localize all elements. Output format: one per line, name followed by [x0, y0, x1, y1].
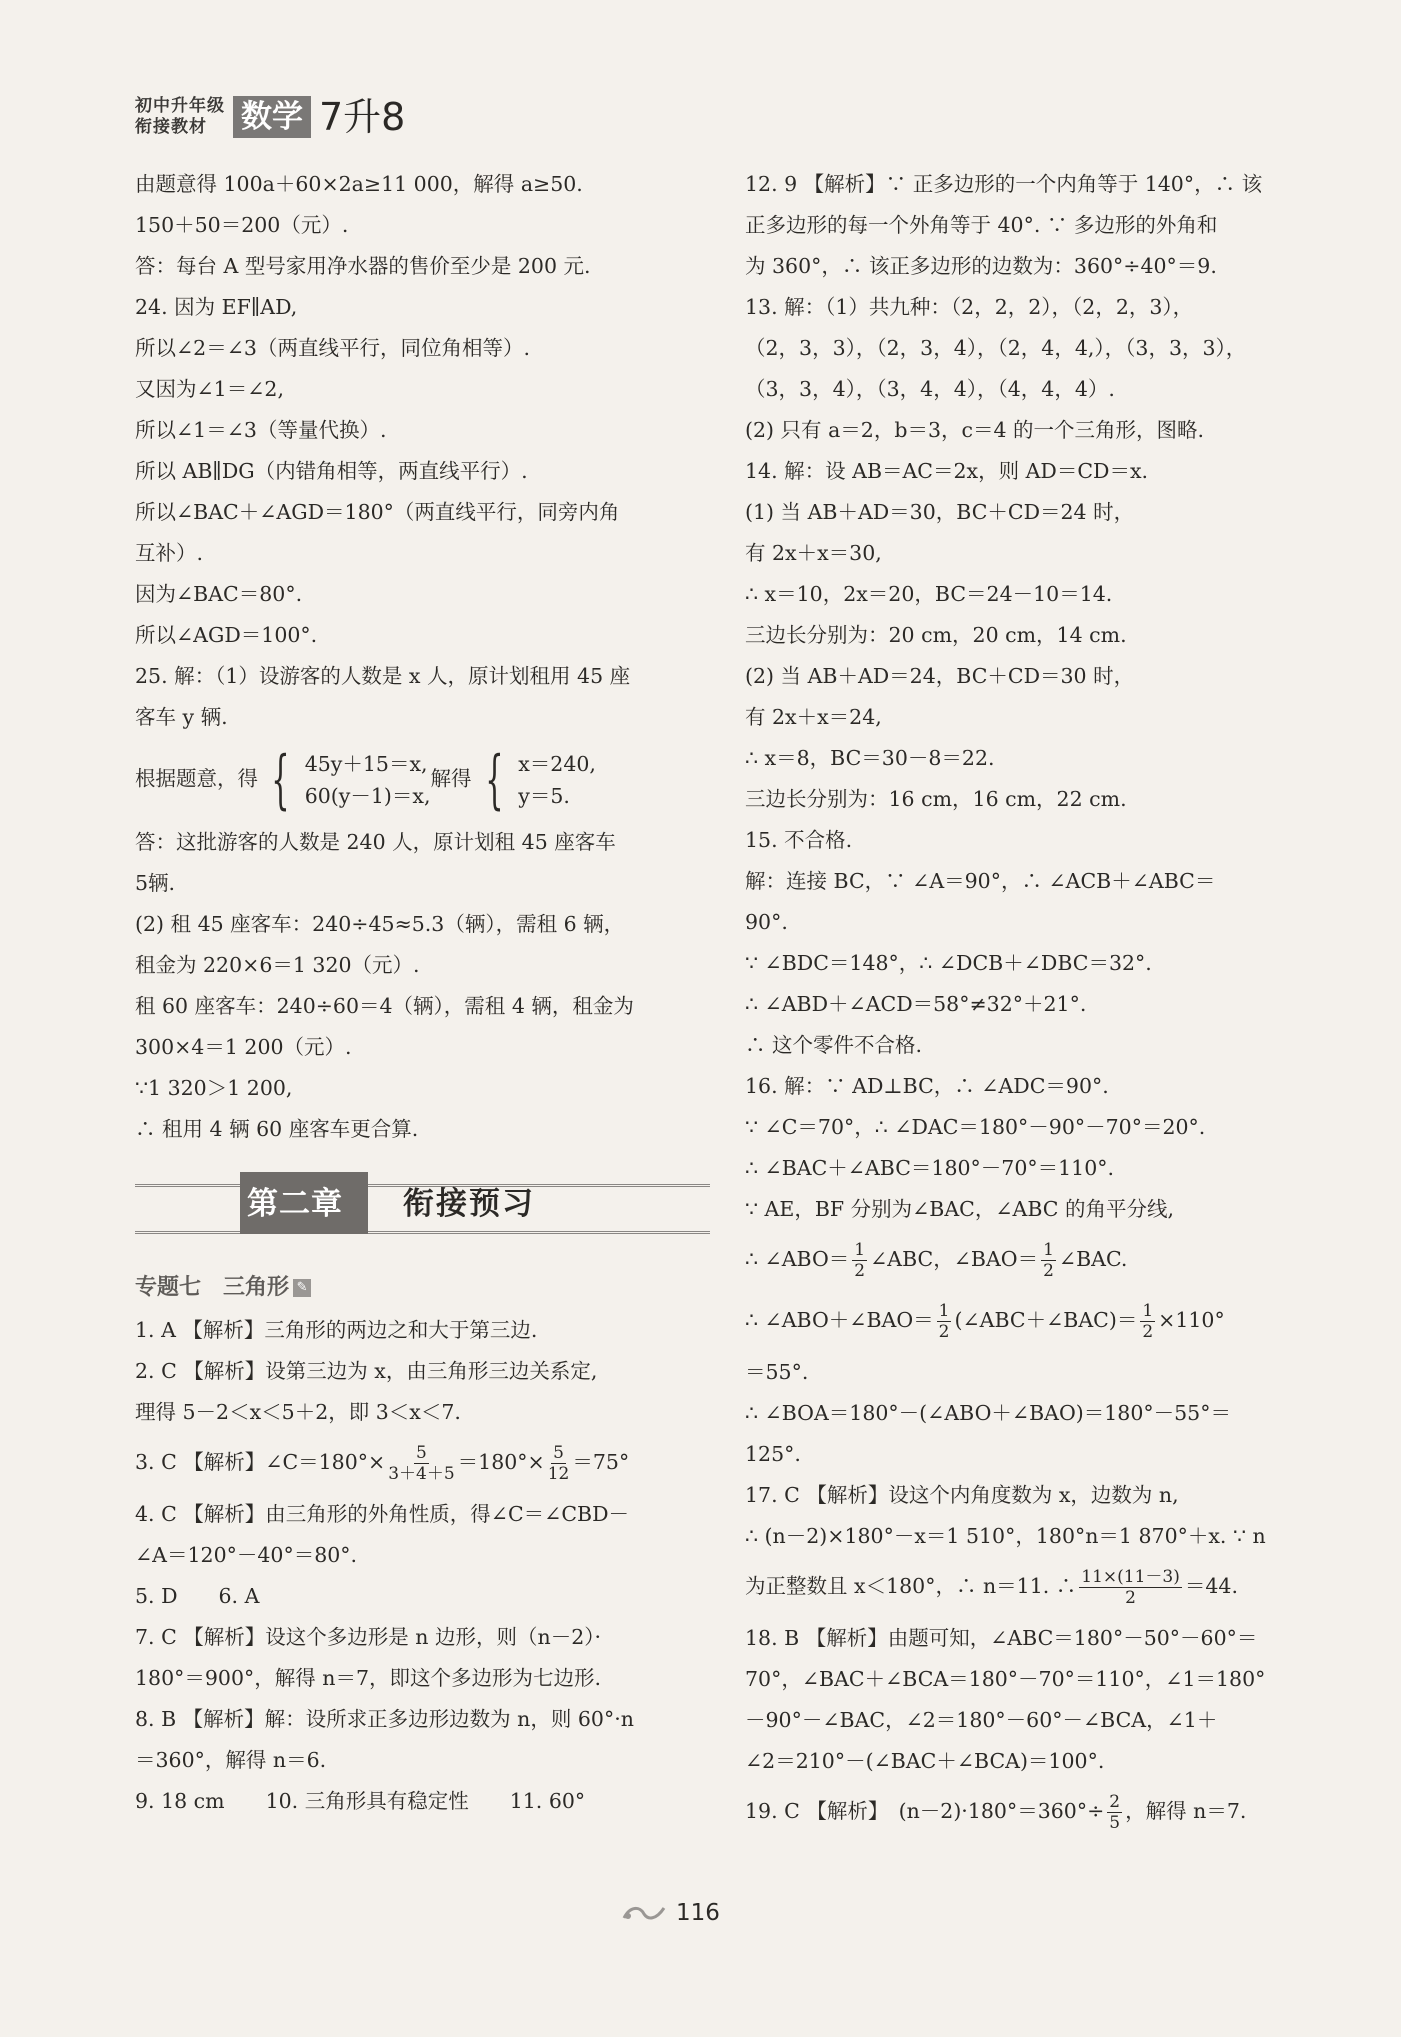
answer-line-19: 19. C 【解析】 (n－2)·180°＝360°÷ $\frac{2}{5}$ ，解得 n＝7. [745, 1792, 1247, 1833]
answer-line: (2) 当 AB＋AD＝24，BC＋CD＝30 时， [745, 664, 1135, 688]
answer-line: 13. 解：（1）共九种：（2，2，2），（2，2，3）， [745, 295, 1194, 319]
series-line2: 衔接教材 [135, 117, 207, 137]
answer-line: 180°＝900°，解得 n＝7，即这个多边形为七边形. [135, 1666, 602, 1690]
answer-line: （3，3，4），（3，4，4），（4，4，4）. [745, 377, 1115, 401]
system-mid: 解得 [430, 766, 472, 791]
chapter-label: 第二章 [247, 1186, 343, 1222]
equation-system: { 45y＋15＝x, 60(y－1)＝x, [271, 743, 431, 817]
answer-line: 又因为∠1＝∠2, [135, 377, 284, 401]
answer-line: 18. B 【解析】由题可知，∠ABC＝180°－50°－60°＝ [745, 1626, 1258, 1650]
answer-line: 三边长分别为：20 cm，20 cm，14 cm. [745, 623, 1127, 647]
swirl-icon [620, 1902, 668, 1924]
answer-line: 8. B 【解析】解：设所求正多边形边数为 n，则 60°·n [135, 1707, 634, 1731]
answer-line: 所以∠BAC＋∠AGD＝180°（两直线平行，同旁内角 [135, 500, 620, 524]
answer-line: 125°. [745, 1442, 801, 1466]
equation-2: 60(y－1)＝x, [304, 784, 431, 808]
fraction: $\frac{11\times(11-3)}{2}$ [1081, 1567, 1180, 1608]
solution-1: x＝240, [518, 752, 596, 776]
answer-line: 300×4＝1 200（元）. [135, 1035, 352, 1059]
answer-line: 12. 9 【解析】∵ 正多边形的一个内角等于 140°，∴ 该 [745, 172, 1263, 196]
answer-line: 正多边形的每一个外角等于 40°. ∵ 多边形的外角和 [745, 213, 1218, 237]
answer-line: ∴ ∠BAC＋∠ABC＝180°－70°＝110°. [745, 1156, 1115, 1180]
answer-line: （2，3，3），（2，3，4），（2，4，4,），（3，3，3）， [745, 336, 1247, 360]
answer-line: 解：连接 BC，∵ ∠A＝90°，∴ ∠ACB＋∠ABC＝ [745, 869, 1216, 893]
answer-line: ∠A＝120°－40°＝80°. [135, 1543, 358, 1567]
answer-line: 90°. [745, 910, 788, 934]
answer-line: 5辆. [135, 871, 176, 895]
answer-line: 租 60 座客车：240÷60＝4（辆），需租 4 辆，租金为 [135, 994, 634, 1018]
answer-line-17-result: 为正整数且 x＜180°，∴ n＝11. ∴ $\frac{11\times(11-3)}{2}$ ＝44. [745, 1567, 1238, 1608]
answer-line: 有 2x＋x＝30, [745, 541, 882, 565]
answer-line: 24. 因为 EF∥AD, [135, 295, 298, 319]
answer-line: ∵1 320＞1 200, [135, 1076, 293, 1100]
solution-2: y＝5. [518, 784, 570, 808]
answer-line: ∴ (n－2)×180°－x＝1 510°，180°n＝1 870°＋x. ∵ n [745, 1524, 1266, 1548]
answer-line: ∴ ∠BOA＝180°－(∠ABO＋∠BAO)＝180°－55°＝ [745, 1401, 1231, 1425]
fraction: $\frac{1}{2}$ [938, 1301, 950, 1342]
answer-line: 7. C 【解析】设这个多边形是 n 边形，则（n－2）· [135, 1625, 602, 1649]
answer-line: 2. C 【解析】设第三边为 x，由三角形三边关系定, [135, 1359, 598, 1383]
answer-line: 有 2x＋x＝24, [745, 705, 882, 729]
grade-label: 7升8 [319, 95, 406, 139]
answer-line: ∵ AE，BF 分别为∠BAC，∠ABC 的角平分线, [745, 1197, 1175, 1221]
answer-line: ∴ ∠ABD＋∠ACD＝58°≠32°＋21°. [745, 992, 1087, 1016]
answer-line: 答：这批游客的人数是 240 人，原计划租 45 座客车 [135, 830, 616, 854]
answer-line: 所以∠2＝∠3（两直线平行，同位角相等）. [135, 336, 530, 360]
page-footer [620, 1900, 720, 1926]
series-line1: 初中升年级 [135, 96, 225, 116]
fraction: $\frac{5}{3+4+5}$ [388, 1443, 455, 1484]
fraction: $\frac{1}{2}$ [854, 1240, 866, 1281]
subject-badge: 数学 [233, 96, 311, 138]
answer-line: －90°－∠BAC，∠2＝180°－60°－∠BCA，∠1＋ [745, 1708, 1218, 1732]
left-column [135, 164, 690, 1822]
answer-line: 14. 解：设 AB＝AC＝2x，则 AD＝CD＝x. [745, 459, 1149, 483]
pencil-icon: ✎ [293, 1279, 311, 1297]
answer-line: 理得 5－2＜x＜5＋2，即 3＜x＜7. [135, 1400, 461, 1424]
answer-line: ∴ x＝10，2x＝20，BC＝24－10＝14. [745, 582, 1113, 606]
equation-1: 45y＋15＝x, [304, 752, 428, 776]
answer-line: (2) 只有 a＝2，b＝3，c＝4 的一个三角形，图略. [745, 418, 1205, 442]
answer-line: 17. C 【解析】设这个内角度数为 x，边数为 n, [745, 1483, 1179, 1507]
answer-line-16-bisector: ∴ ∠ABO＝ $\frac{1}{2}$ ∠ABC，∠BAO＝ $\frac{1}{2}$ ∠BAC. [745, 1240, 1128, 1281]
answer-line: 5. D 6. A [135, 1584, 260, 1608]
topic-label: 专题七 三角形 [135, 1275, 290, 1300]
topic-heading [135, 1266, 690, 1310]
answer-line: ∠2＝210°－(∠BAC＋∠BCA)＝100°. [745, 1749, 1105, 1773]
answer-line: 4. C 【解析】由三角形的外角性质，得∠C＝∠CBD－ [135, 1502, 630, 1526]
chapter-title: 衔接预习 [403, 1186, 535, 1222]
answer-line: (1) 当 AB＋AD＝30，BC＋CD＝24 时， [745, 500, 1135, 524]
equation-system-line [135, 738, 690, 822]
answer-line: 70°，∠BAC＋∠BCA＝180°－70°＝110°，∠1＝180° [745, 1667, 1266, 1691]
answer-line: ∵ ∠C＝70°，∴ ∠DAC＝180°－90°－70°＝20°. [745, 1115, 1206, 1139]
answer-line: 16. 解：∵ AD⊥BC，∴ ∠ADC＝90°. [745, 1074, 1109, 1098]
answer-line: ∵ ∠BDC＝148°，∴ ∠DCB＋∠DBC＝32°. [745, 951, 1152, 975]
answer-line-q3: 3. C 【解析】∠C＝180°× $\frac{5}{3+4+5}$ ＝180°× $\frac{5}{12}$ ＝75° [135, 1443, 630, 1484]
answer-line: 客车 y 辆. [135, 705, 228, 729]
series-label [135, 96, 225, 138]
solution-system: { x＝240, y＝5. [484, 743, 596, 817]
fraction: $\frac{5}{12}$ [547, 1443, 570, 1484]
answer-line: 答：每台 A 型号家用净水器的售价至少是 200 元. [135, 254, 591, 278]
answer-line: 9. 18 cm 10. 三角形具有稳定性 11. 60° [135, 1789, 586, 1813]
answer-line: 互补）. [135, 541, 204, 565]
right-column [745, 164, 1298, 1843]
chapter-heading [135, 1164, 690, 1244]
answer-line: 25. 解：（1）设游客的人数是 x 人，原计划租用 45 座 [135, 664, 631, 688]
answer-line: 租金为 220×6＝1 320（元）. [135, 953, 420, 977]
answer-line: 三边长分别为：16 cm，16 cm，22 cm. [745, 787, 1127, 811]
fraction: $\frac{2}{5}$ [1109, 1792, 1121, 1833]
answer-line: ∴ 这个零件不合格. [745, 1033, 923, 1057]
answer-line: ∴ 租用 4 辆 60 座客车更合算. [135, 1117, 419, 1141]
answer-line: (2) 租 45 座客车：240÷45≈5.3（辆），需租 6 辆， [135, 912, 625, 936]
fraction: $\frac{1}{2}$ [1043, 1240, 1054, 1281]
answer-line: 15. 不合格. [745, 828, 853, 852]
answer-line-16-sum: ∴ ∠ABO＋∠BAO＝ $\frac{1}{2}$ (∠ABC＋∠BAC)＝ $\frac{1}{2}$ ×110° [745, 1301, 1225, 1342]
answer-line: 因为∠BAC＝80°. [135, 582, 303, 606]
page-number: 116 [676, 1900, 720, 1926]
answer-line: ＝360°，解得 n＝6. [135, 1748, 327, 1772]
fraction: $\frac{1}{2}$ [1142, 1301, 1154, 1342]
answer-line: 所以∠AGD＝100°. [135, 623, 318, 647]
system-prefix: 根据题意，得 [135, 766, 258, 791]
answer-line: 150＋50＝200（元）. [135, 213, 349, 237]
answer-line: 为 360°，∴ 该正多边形的边数为：360°÷40°＝9. [745, 254, 1217, 278]
answer-line: ∴ x＝8，BC＝30－8＝22. [745, 746, 995, 770]
answer-line: 所以∠1＝∠3（等量代换）. [135, 418, 387, 442]
answer-line: 所以 AB∥DG（内错角相等，两直线平行）. [135, 459, 528, 483]
answer-line: ＝55°. [745, 1360, 809, 1384]
answer-line: 由题意得 100a＋60×2a≥11 000，解得 a≥50. [135, 172, 583, 196]
answer-line: 1. A 【解析】三角形的两边之和大于第三边. [135, 1318, 538, 1342]
page-header [135, 93, 405, 141]
